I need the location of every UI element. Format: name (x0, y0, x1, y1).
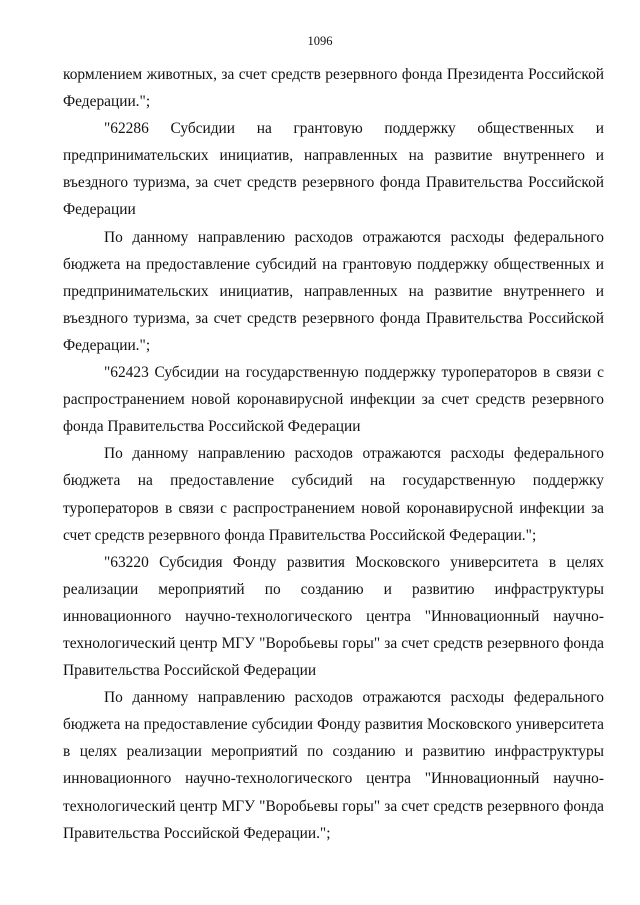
paragraph-continuation: кормлением животных, за счет средств резервного фонда Президента Российской Федерации."; (63, 66, 604, 111)
paragraph-code-63220-description: По данному направлению расходов отражаются расходы федерального бюджета на предоставление субсидии Фонду развития Московского университета в целях реализации мероприятий по созданию и развитию инфраструктуры инновационного научно-технологического центра "Инновационный научно-технологический центр МГУ "Воробьевы горы" за счет средств резервного фонда Правительства Российской Федерации."; (63, 689, 604, 842)
paragraph-code-62286-description: По данному направлению расходов отражаются расходы федерального бюджета на предоставление субсидий на грантовую поддержку общественных и предпринимательских инициатив, направленных на развитие внутреннего и въездного туризма, за счет средств резервного фонда Правительства Российской Федерации."; (63, 228, 604, 354)
paragraph-code-62286-heading: "62286 Субсидии на грантовую поддержку общественных и предпринимательских инициатив, направленных на развитие внутреннего и въездного туризма, за счет средств резервного фонда Правительства Российской Федерации (63, 120, 604, 219)
document-body (63, 61, 604, 847)
paragraph-code-62423-heading: "62423 Субсидии на государственную поддержку туроператоров в связи с распространением новой коронавирусной инфекции за счет средств резервного фонда Правительства Российской Федерации (63, 364, 604, 436)
page-number: 1096 (307, 34, 333, 48)
paragraph-code-62423-description: По данному направлению расходов отражаются расходы федерального бюджета на предоставление субсидий на государственную поддержку туроператоров в связи с распространением новой коронавирусной инфекции за счет средств резервного фонда Правительства Российской Федерации."; (63, 445, 604, 544)
paragraph-code-63220-heading: "63220 Субсидия Фонду развития Московского университета в целях реализации мероприятий по созданию и развитию инфраструктуры инновационного научно-технологического центра "Инновационный научно-технологический центр МГУ "Воробьевы горы" за счет средств резервного фонда Правительства Российской Федерации (63, 553, 604, 680)
